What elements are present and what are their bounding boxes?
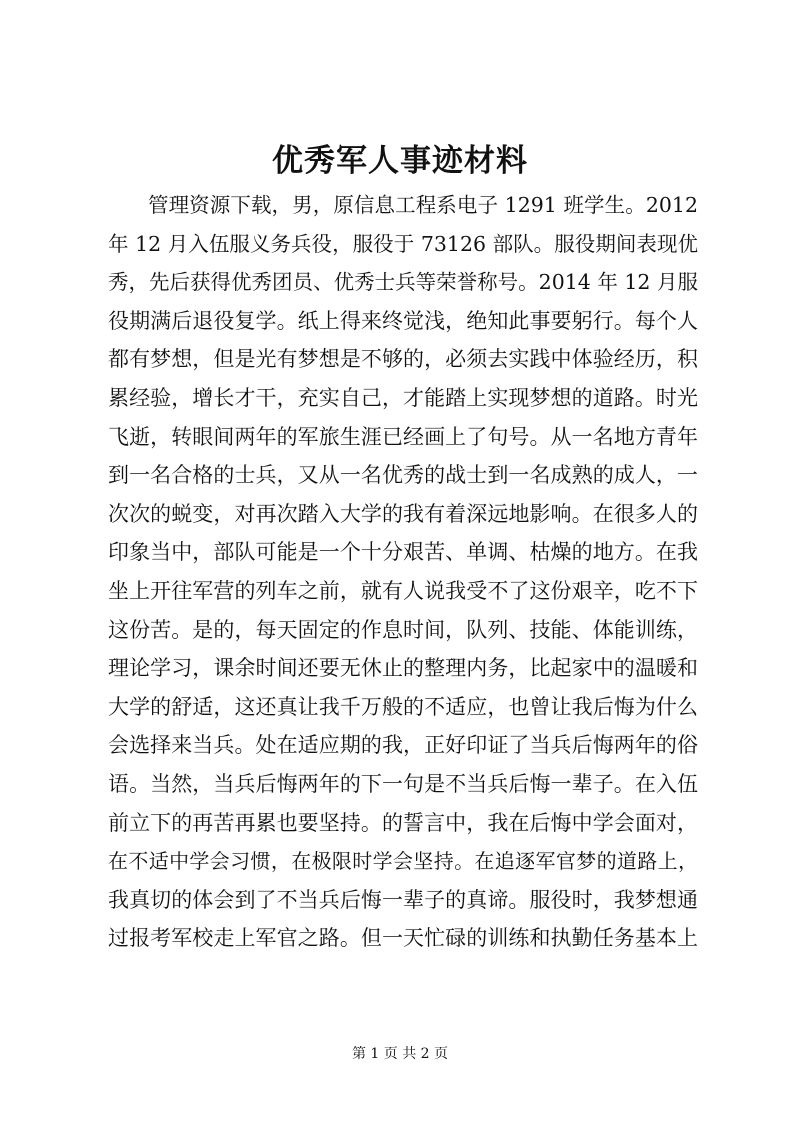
text-line: 次次的蜕变，对再次踏入大学的我有着深远地影响。在很多人的 bbox=[108, 501, 698, 526]
text-line: 印象当中，部队可能是一个十分艰苦、单调、枯燥的地方。在我 bbox=[108, 540, 698, 565]
text-line: 过报考军校走上军官之路。但一天忙碌的训练和执勤任务基本上 bbox=[108, 926, 698, 951]
text-line: 这份苦。是的，每天固定的作息时间，队列、技能、体能训练， bbox=[108, 617, 698, 642]
text-line: 大学的舒适，这还真让我千万般的不适应，也曾让我后悔为什么 bbox=[108, 694, 698, 719]
text-line: 都有梦想，但是光有梦想是不够的，必须去实践中体验经历，积 bbox=[108, 347, 698, 372]
text-line: 年 12 月入伍服义务兵役，服役于 73126 部队。服役期间表现优 bbox=[108, 231, 698, 256]
page-number: 第 1 页 共 2 页 bbox=[351, 1046, 449, 1062]
text-line: 前立下的再苦再累也要坚持。的誓言中，我在后悔中学会面对， bbox=[108, 810, 698, 835]
document-title: 优秀军人事迹材料 bbox=[272, 143, 528, 179]
text-line: 累经验，增长才干，充实自己，才能踏上实现梦想的道路。时光 bbox=[108, 385, 698, 410]
text-line: 到一名合格的士兵，又从一名优秀的战士到一名成熟的成人，一 bbox=[108, 463, 698, 488]
text-line: 理论学习，课余时间还要无休止的整理内务，比起家中的温暖和 bbox=[108, 656, 698, 681]
body-paragraph bbox=[108, 186, 698, 958]
text-line: 管理资源下载，男，原信息工程系电子 1291 班学生。2012 bbox=[148, 193, 698, 217]
text-line: 会选择来当兵。处在适应期的我，正好印证了当兵后悔两年的俗 bbox=[108, 733, 698, 758]
text-line: 役期满后退役复学。纸上得来终觉浅，绝知此事要躬行。每个人 bbox=[108, 308, 698, 333]
text-line: 在不适中学会习惯，在极限时学会坚持。在追逐军官梦的道路上， bbox=[108, 849, 698, 874]
text-line: 飞逝，转眼间两年的军旅生涯已经画上了句号。从一名地方青年 bbox=[108, 424, 698, 449]
text-line: 坐上开往军营的列车之前，就有人说我受不了这份艰辛，吃不下 bbox=[108, 578, 698, 603]
text-line: 我真切的体会到了不当兵后悔一辈子的真谛。服役时，我梦想通 bbox=[108, 887, 698, 912]
text-line: 语。当然，当兵后悔两年的下一句是不当兵后悔一辈子。在入伍 bbox=[108, 771, 698, 796]
text-line: 秀，先后获得优秀团员、优秀士兵等荣誉称号。2014 年 12 月服 bbox=[108, 270, 698, 295]
